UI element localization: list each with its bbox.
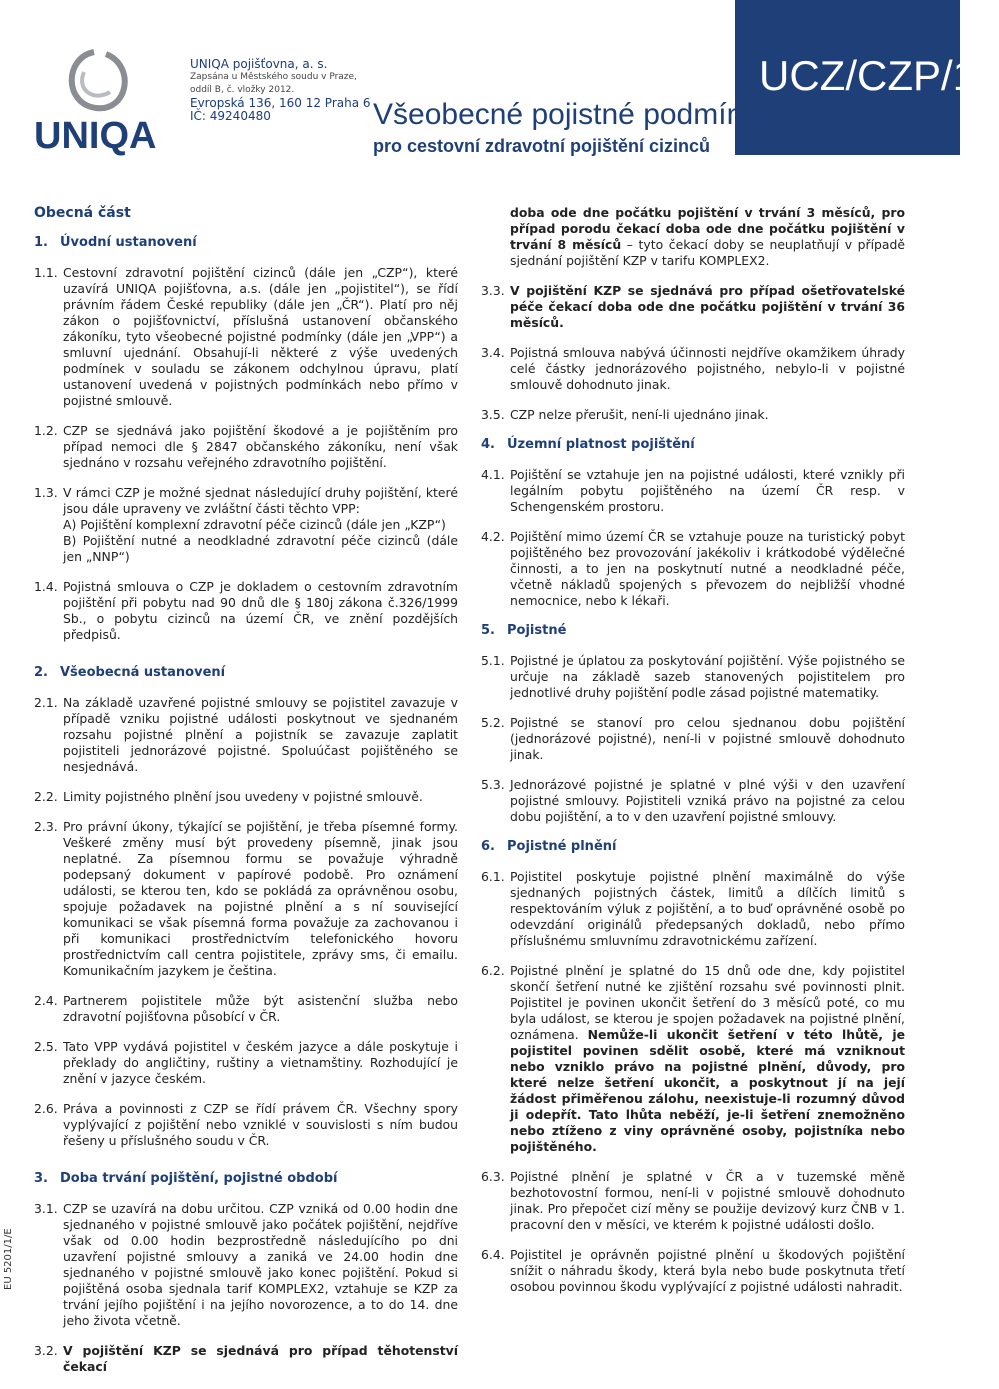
registration-line-2: oddíl B, č. vložky 2012. [190, 85, 295, 95]
section-heading-5: 5. Pojistné [481, 623, 567, 638]
document-subtitle: pro cestovní zdravotní pojištění cizinců [373, 136, 711, 156]
paragraph-6-2: 6.2. Pojistné plnění je splatné do 15 dnů ode dne, kdy pojistitel skončí šetření nutné ke zjištění rozsahu své povinnosti plnit. Pojistitel je povinen ukončit šetření do 3 měsíců poté, co mu byla událost, se kterou je spojen požadavek na pojistné plnění, oznámena. Nemůže-li ukončit šetření v této lhůtě, je pojistitel povinen sdělit osobě, které má vzniknout nebo vzniklo právo na pojistné plnění, důvody, pro které nelze šetření ukončit, a poskytnout jí na její žádost přiměřenou zálohu, neexistuje-li rozumný důvod ji odepřít. Tato lhůta neběží, je-li šetření znemožněno nebo ztíženo z viny oprávněné osoby, pojistníka nebo pojištěného. [481, 963, 905, 1154]
paragraph-5-2: 5.2. Pojistné se stanoví pro celou sjednanou dobu pojištění (jednorázové pojistné), není-li v pojistné smlouvě dohodnuto jinak. [481, 715, 905, 762]
company-info [190, 58, 371, 123]
company-address: Evropská 136, 160 12 Praha 6 [190, 96, 371, 110]
paragraph-6-1: 6.1. Pojistitel poskytuje pojistné plnění maximálně do výše sjednaných pojistných částek, limitů a dílčích limitů s respektováním výluk z pojištění, a to buď oprávněné osobě po odevzdání originálů předepsaných dokladů, nebo přímo příslušnému smluvnímu zdravotnickému zařízení. [481, 869, 905, 948]
left-column [34, 205, 458, 1389]
paragraph-3-3: 3.3. V pojištění KZP se sjednává pro případ ošetřovatelské péče čekací doba ode dne počátku pojištění v trvání 36 měsíců. [481, 283, 905, 330]
document-title: Všeobecné pojistné podmínky [373, 98, 774, 131]
paragraph-3-1: 3.1. CZP se uzavírá na dobu určitou. CZP vzniká od 0.00 hodin dne sjednaného v pojistné smlouvě jako počátek pojištění, nejdříve však od 0.00 hodin bezprostředně následujícího po dni uzavření pojistné smlouvy a zaniká ve 24.00 hodin dne sjednaného v pojistné smlouvě jako konec pojištění. Pokud si pojištěná osoba sjednala tarif KOMPLEX2, vztahuje se KZP za trvání jejího pojištění i na jejího novorozence, a to do 14. dne jeho života včetně. [34, 1201, 458, 1328]
option-b: B) Pojištění nutné a neodkladné zdravotní péče cizinců (dále jen „NNP“) [63, 533, 458, 564]
company-name: UNIQA pojišťovna, a. s. [190, 57, 328, 71]
paragraph-1-3: 1.3. V rámci CZP je možné sjednat následující druhy pojištění, které jsou dále upraveny ve zvláštní části těchto VPP: A) Pojištění komplexní zdravotní péče cizinců (dále jen „KZP“) B) Pojištění nutné a neodkladné zdravotní péče cizinců (dále jen „NNP“) [34, 485, 458, 564]
paragraph-2-1: 2.1. Na základě uzavřené pojistné smlouvy se pojistitel zavazuje v případě vzniku pojistné události poskytnout ve sjednaném rozsahu pojistné plnění a pojistník se zavazuje zaplatit pojistiteli jednorázové pojistné. Spoluúčast pojištěného se nesjednává. [34, 695, 458, 774]
paragraph-5-3: 5.3. Jednorázové pojistné je splatné v plné výši v den uzavření pojistné smlouvy. Pojistiteli vzniká právo na pojistné za celou dobu pojištění, a to v den uzavření pojistné smlouvy. [481, 777, 905, 824]
paragraph-1-4: 1.4. Pojistná smlouva o CZP je dokladem o cestovním zdravotním pojištění při pobytu nad 90 dnů dle § 180j zákona č.326/1999 Sb., o pobytu cizinců na území ČR, ve znění pozdějších předpisů. [34, 579, 458, 642]
registration-line-1: Zapsána u Městského soudu v Praze, [190, 72, 357, 82]
section-heading-6: 6. Pojistné plnění [481, 839, 617, 854]
paragraph-2-4: 2.4. Partnerem pojistitele může být asistenční služba nebo zdravotní pojišťovna působící v ČR. [34, 993, 458, 1024]
section-heading-2: 2. Všeobecná ustanovení [34, 665, 226, 680]
section-heading-3: 3. Doba trvání pojištění, pojistné období [34, 1171, 338, 1186]
paragraph-1-1: 1.1. Cestovní zdravotní pojištění cizinců (dále jen „CZP“), které uzavírá UNIQA pojišťovna, a.s. (dále jen „pojistitel“), se řídí právním řádem České republiky (dále jen „ČR“). Platí pro něj zákon o pojišťovnictví, příslušná ustanovení občanského zákoníku, tyto všeobecné pojistné podmínky (dále jen „VPP“) a smluvní ujednání. Obsahují-li některé z výše uvedených podmínek v souladu se zákonem odchylnou úpravu, platí ustanovení uvedená v pojistných podmínkách nebo přímo v pojistné smlouvě. [34, 265, 458, 408]
side-document-code: EU 5201/1/E [3, 1228, 14, 1290]
paragraph-6-3: 6.3. Pojistné plnění je splatné v ČR a v tuzemské měně bezhotovostní formou, není-li v pojistné smlouvě dohodnuto jinak. Pro přepočet cizí měny se použije devizový kurz ČNB v 1. pracovní den v měsíci, ve kterém k pojistné události došlo. [481, 1169, 905, 1232]
paragraph-3-5: 3.5. CZP nelze přerušit, není-li ujednáno jinak. [481, 407, 769, 422]
paragraph-2-3: 2.3. Pro právní úkony, týkající se pojištění, je třeba písemné formy. Veškeré změny musí být provedeny písemně, jinak jsou neplatné. Za písemnou formu se považuje výhradně podepsaný dokument v papírové podobě. Pro oznámení události, se kterou ten, kdo se pokládá za oprávněnou osobu, spojuje požadavek na pojistné plnění a s ní související komunikaci se však písemná forma považuje za zachovanou i při komunikaci prostřednictvím telefonického hovoru prostřednictvím call centra pojistitele, zprávy sms, či emailu. Komunikačním jazykem je čeština. [34, 819, 458, 978]
company-ico: IČ: 49240480 [190, 109, 271, 123]
option-a: A) Pojištění komplexní zdravotní péče cizinců (dále jen „KZP“) [63, 517, 446, 532]
doc-code: UCZ/CZP/14 [759, 52, 999, 99]
uniqa-logo [34, 44, 168, 156]
paragraph-3-4: 3.4. Pojistná smlouva nabývá účinnosti nejdříve okamžikem úhrady celé částky jednorázového pojistného, nebylo-li v pojistné smlouvě dohodnuto jinak. [481, 345, 905, 392]
section-heading-1: 1. Úvodní ustanovení [34, 235, 197, 250]
part-title: Obecná část [34, 205, 131, 221]
paragraph-2-6: 2.6. Práva a povinnosti z CZP se řídí právem ČR. Všechny spory vyplývající z pojištění nebo vzniklé v souvislosti s ním budou řešeny u příslušného soudu v ČR. [34, 1101, 458, 1148]
paragraph-2-2: 2.2. Limity pojistného plnění jsou uvedeny v pojistné smlouvě. [34, 789, 423, 804]
paragraph-5-1: 5.1. Pojistné je úplatou za poskytování pojištění. Výše pojistného se určuje na základě sazeb stanovených pojistitelem pro jednotlivé druhy pojištění podle zásad pojistné matematiky. [481, 653, 905, 700]
right-column [481, 205, 905, 1309]
paragraph-1-2: 1.2. CZP se sjednává jako pojištění škodové a je pojištěním pro případ nemoci dle § 2847 občanského zákoníku, není však sjednáno v rozsahu veřejného zdravotního pojištění. [34, 423, 458, 470]
paragraph-2-5: 2.5. Tato VPP vydává pojistitel v českém jazyce a dále poskytuje i překlady do angličtiny, ruštiny a vietnamštiny. Rozhodující je znění v jazyce českém. [34, 1039, 458, 1086]
paragraph-4-1: 4.1. Pojištění se vztahuje jen na pojistné události, které vznikly při legálním pobytu pojištěného na území ČR resp. v Schengenském prostoru. [481, 467, 905, 514]
paragraph-6-4: 6.4. Pojistitel je oprávněn pojistné plnění u škodových pojištění snížit o náhradu škody, která byla nebo bude poskytnuta třetí osobou povinnou škodu vyplývající z pojistné události nahradit. [481, 1247, 905, 1294]
paragraph-3-2: 3.2. V pojištění KZP se sjednává pro případ těhotenství čekací [34, 1343, 458, 1374]
logo-text: UNIQA [34, 115, 157, 157]
paragraph-3-2-continued: doba ode dne počátku pojištění v trvání 3 měsíců, pro případ porodu čekací doba ode dne počátku pojištění v trvání 8 měsíců – tyto čekací doby se neuplatňují v případě sjednání pojištění KZP v tarifu KOMPLEX2. [510, 205, 905, 268]
paragraph-4-2: 4.2. Pojištění mimo území ČR se vztahuje pouze na turistický pobyt pojištěného bez provozování jakékoliv i krátkodobé výdělečné činnosti, a to jen na poskytnutí nutné a neodkladné péče, včetně nákladů spojených s převozem do nejbližší vhodné nemocnice, nebo k lékaři. [481, 529, 905, 608]
section-heading-4: 4. Územní platnost pojištění [481, 437, 695, 452]
uniqa-logo-mark [34, 44, 168, 156]
